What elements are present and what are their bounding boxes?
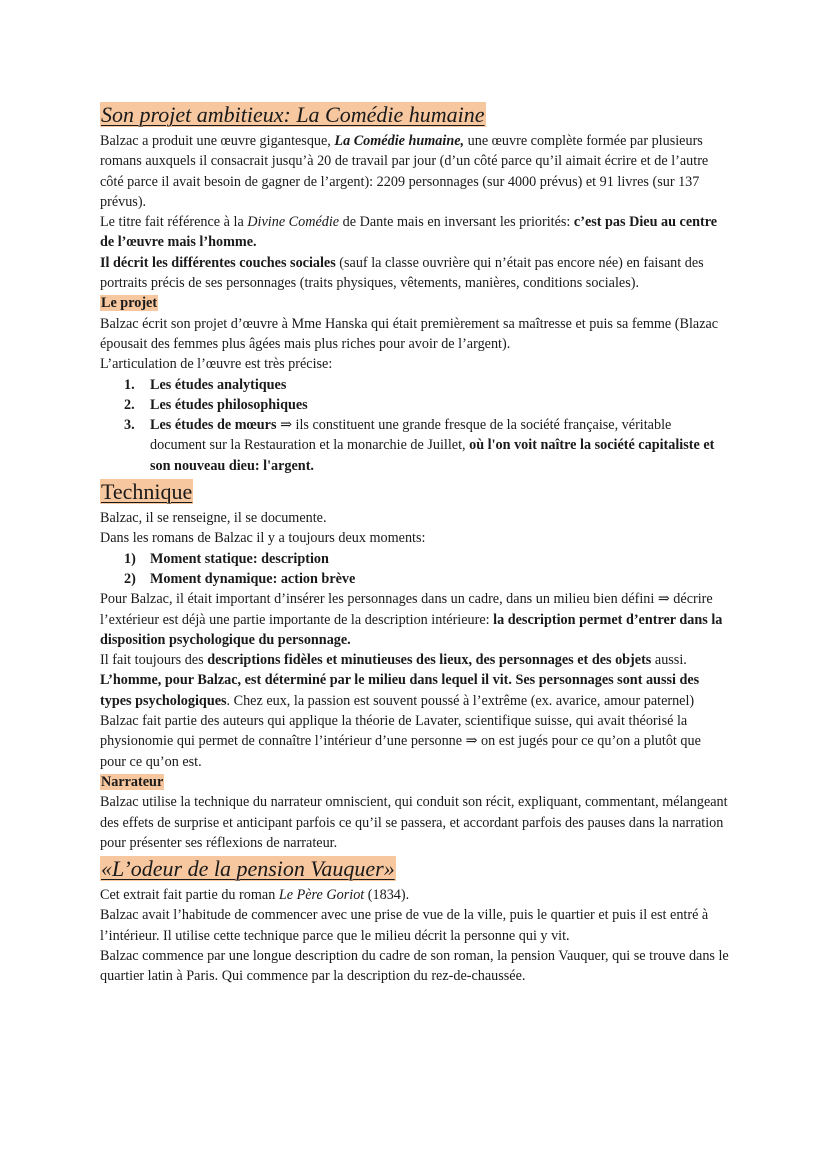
paragraph: L’homme, pour Balzac, est déterminé par le milieu dans lequel il vit. Ses personnages sont aussi des types psychologiques. Chez eux, la passion est souvent poussé à l’extrême (ex. avarice, amour paternel): [100, 672, 700, 709]
paragraph: Pour Balzac, il était important d’insérer les personnages dans un cadre, dans un milieu bien défini ⇒ décrire l’extérieur est déjà une partie importante de la description intérieure: la description permet d’entrer dans la disposition psychologique du personnage.: [100, 591, 723, 648]
paragraph: Il décrit les différentes couches sociales (sauf la classe ouvrière qui n’était pas encore née) en faisant des portraits précis de ses personnages (traits physiques, vêtements, manières, conditions sociales).: [100, 254, 704, 292]
paragraph: Cet extrait fait partie du roman Le Père Goriot (1834).: [100, 887, 410, 904]
document-page: [100, 99, 730, 987]
subheading-narrateur: Narrateur: [101, 773, 164, 790]
section-title-comedie: Son projet ambitieux: La Comédie humaine: [101, 102, 485, 127]
paragraph: Balzac fait partie des auteurs qui applique la théorie de Lavater, scientifique suisse, qui avait théorisé la physionomie qui permet de connaître l’intérieur d’une personne ⇒ on est jugés pour ce qu’on a plutôt que pour ce qu’on est.: [100, 713, 701, 770]
paragraph: Balzac avait l’habitude de commencer avec une prise de vue de la ville, puis le quartier et puis il est entré à l’intérieur. Il utilise cette technique parce que le milieu décrit la personne qui y vit.: [100, 907, 709, 944]
list-item: 1. Les études analytiques: [124, 376, 287, 393]
section-title-technique: Technique: [101, 479, 193, 505]
list-item: 1) Moment statique: description: [124, 550, 329, 567]
list-item: 2. Les études philosophiques: [124, 396, 308, 413]
paragraph: Balzac, il se renseigne, il se documente.: [100, 510, 327, 527]
section-title-pension-vauquer: «L’odeur de la pension Vauquer»: [101, 856, 395, 882]
paragraph: Balzac utilise la technique du narrateur omniscient, qui conduit son récit, expliquant, commentant, mélangeant des effets de surprise et anticipant parfois ce qu’il se passera, et accordant parfois des pauses dans la narration pour présenter ses réflexions de narrateur.: [100, 794, 728, 851]
paragraph: Balzac a produit une œuvre gigantesque, La Comédie humaine, une œuvre complète formée par plusieurs romans auxquels il consacrait jusqu’à 20 de travail par jour (d’un côté parce qu’il aimait écrire et de l’autre côté parce il avait besoin de gagner de l’argent): 2209 personnages (sur 4000 prévus) et 91 livres (sur 137 prévus).: [100, 133, 709, 210]
paragraph: Balzac commence par une longue description du cadre de son roman, la pension Vauquer, qui se trouve dans le quartier latin à Paris. Qui commence par la description du rez-de-chaussée.: [100, 947, 729, 985]
list-item: 3. Les études de mœurs ⇒ ils constituent une grande fresque de la société française, véritable document sur la Restauration et la monarchie de Juillet, où l'on voit naître la société capitaliste et son nouveau dieu: l'argent.: [124, 417, 715, 474]
paragraph: Il fait toujours des descriptions fidèles et minutieuses des lieux, des personnages et des objets aussi.: [100, 652, 687, 669]
paragraph: L’articulation de l’œuvre est très précise:: [100, 356, 333, 373]
paragraph: Le titre fait référence à la Divine Comédie de Dante mais en inversant les priorités: c’est pas Dieu au centre de l’œuvre mais l’homme.: [100, 214, 718, 251]
ordered-list-moments: [100, 549, 730, 590]
list-item: 2) Moment dynamique: action brève: [124, 570, 356, 587]
paragraph: Dans les romans de Balzac il y a toujours deux moments:: [100, 530, 426, 547]
ordered-list-etudes: [100, 375, 730, 476]
subheading-le-projet: Le projet: [101, 295, 158, 312]
paragraph: Balzac écrit son projet d’œuvre à Mme Hanska qui était premièrement sa maîtresse et puis sa femme (Blazac épousait des femmes plus âgées mais plus riches pour avoir de l’argent).: [100, 315, 719, 352]
